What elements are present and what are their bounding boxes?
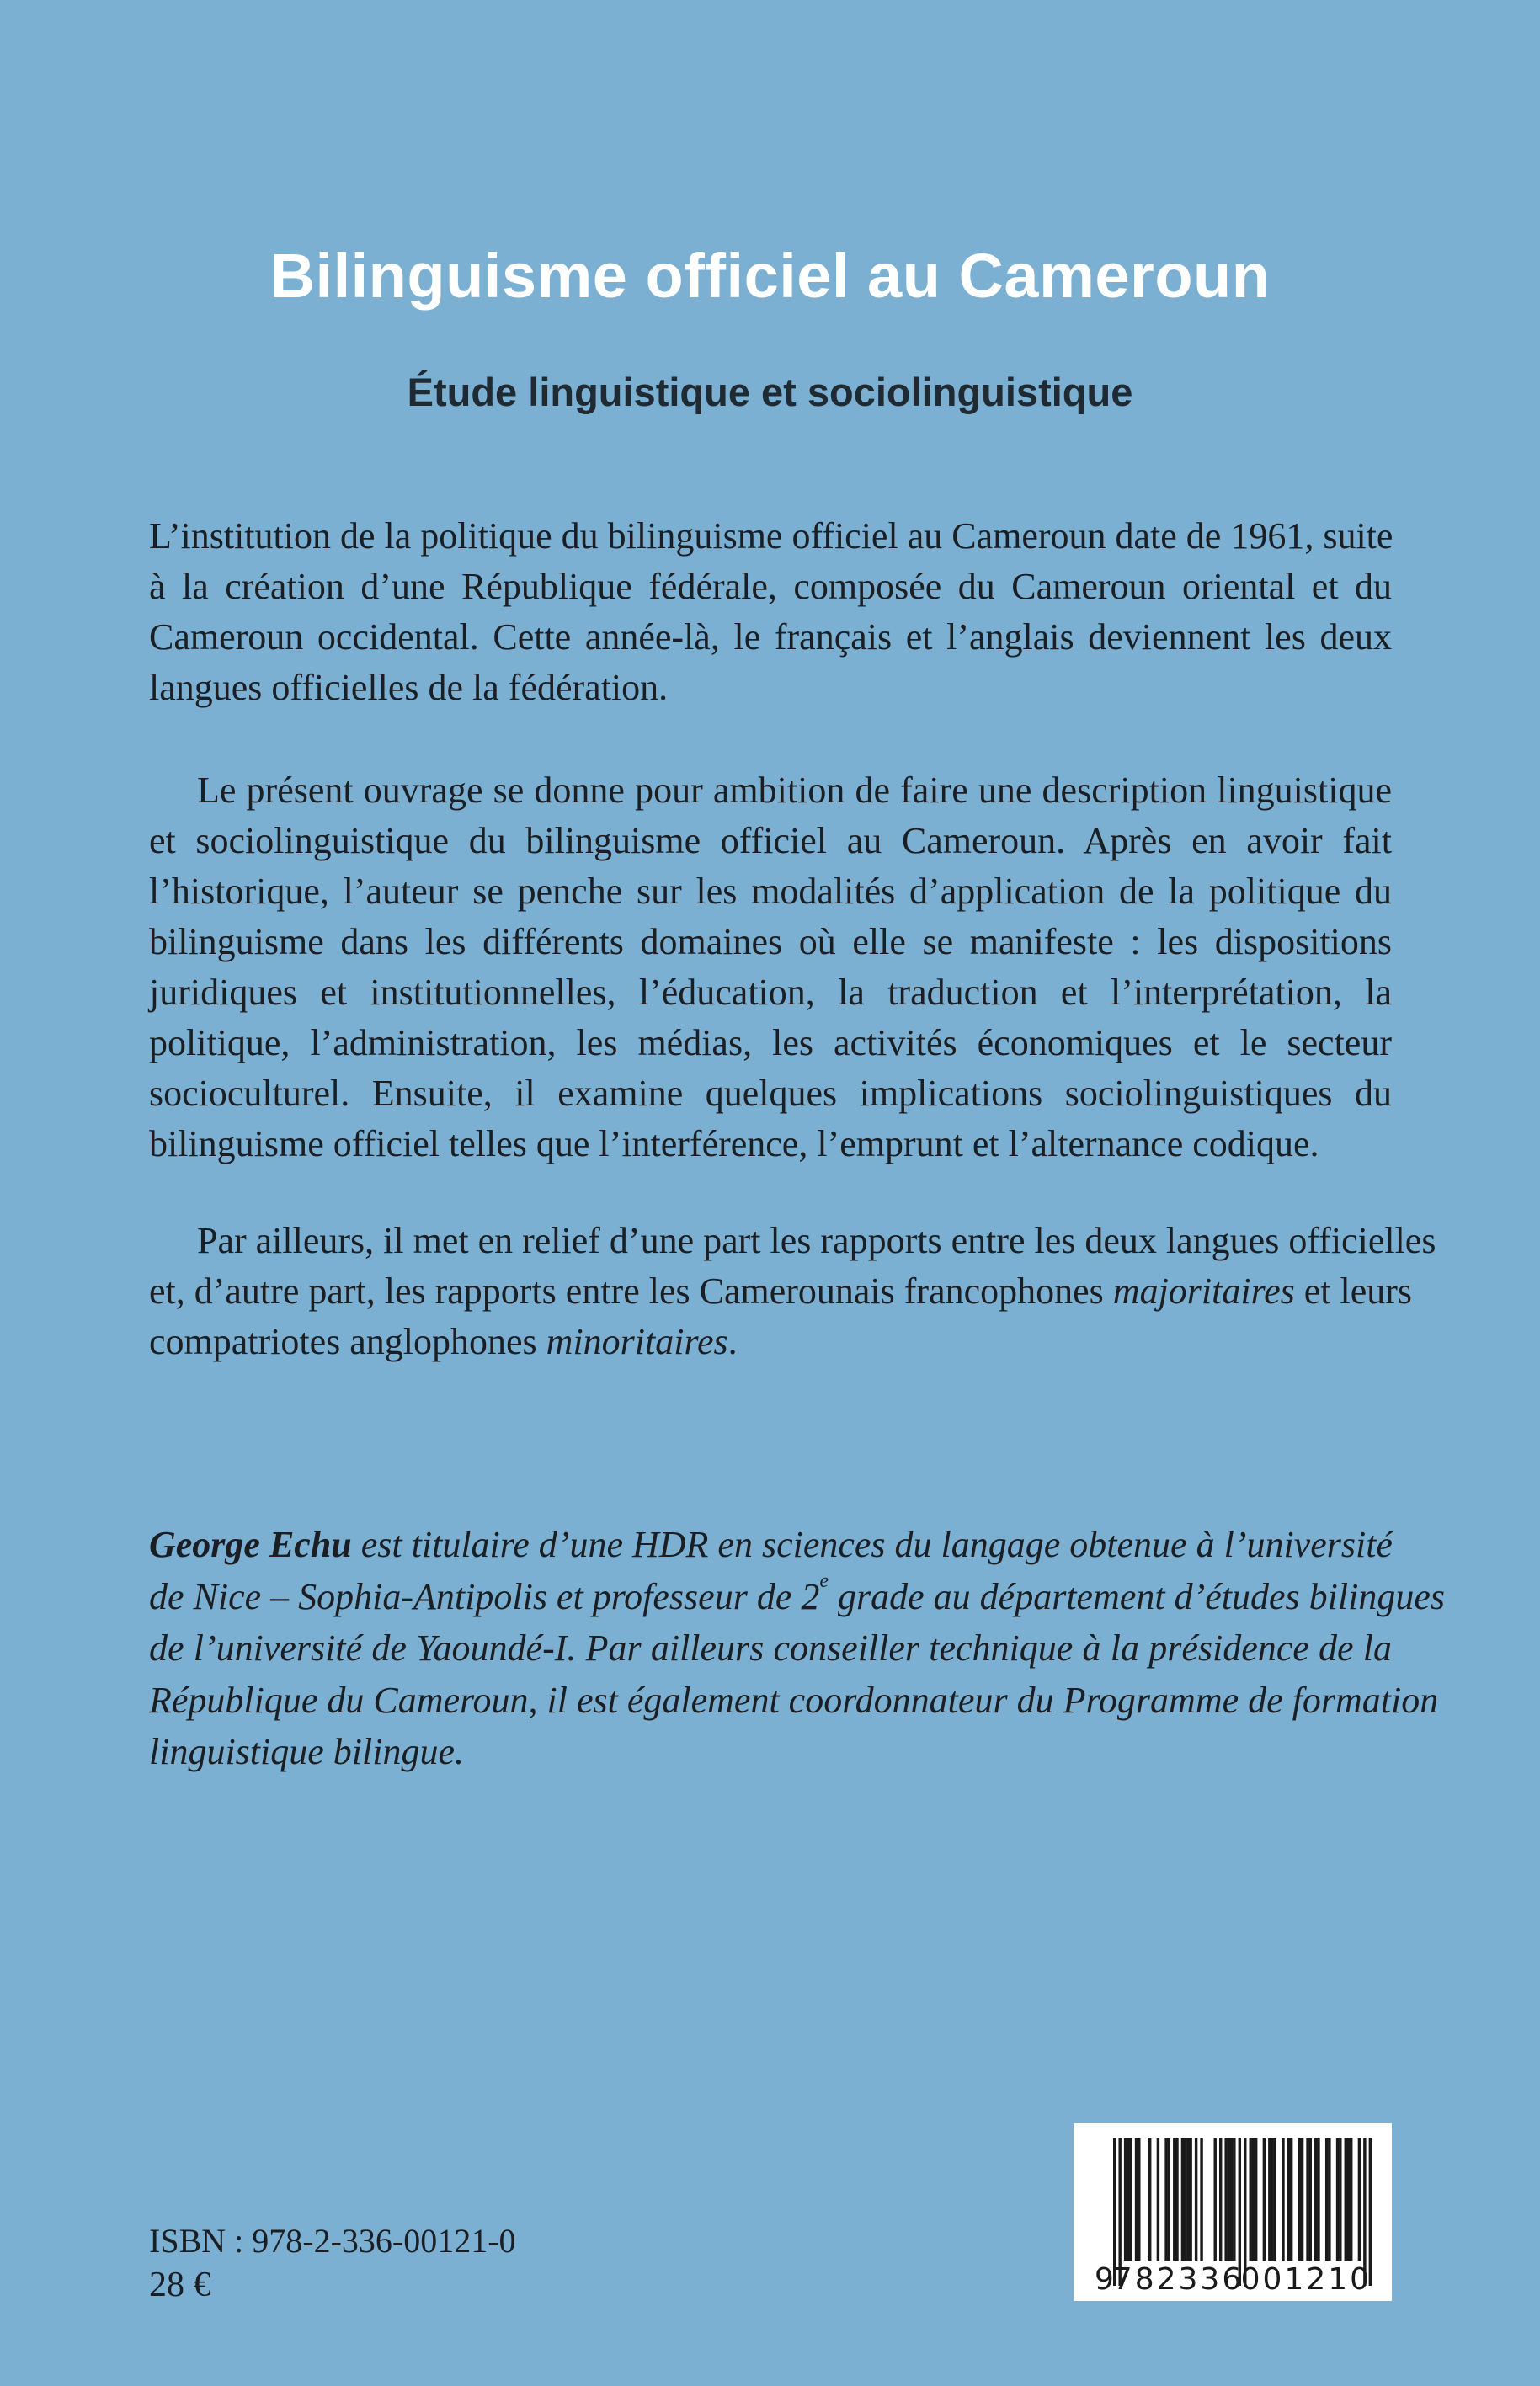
text-segment: et sociolinguistique du bilinguisme officiel au Cameroun. Après en avoir fait bbox=[149, 820, 1392, 861]
emphasis: minoritaires bbox=[546, 1321, 728, 1362]
barcode-bar bbox=[1306, 2138, 1308, 2261]
text-segment: bilinguisme officiel telles que l’interférence, l’emprunt et l’alternance codique. bbox=[149, 1123, 1319, 1164]
text-segment: e bbox=[819, 1569, 829, 1592]
text-segment: socioculturel. Ensuite, il examine quelques implications sociolinguistiques du bbox=[149, 1073, 1392, 1114]
barcode-digits: 9 bbox=[1095, 2262, 1116, 2297]
text-line bbox=[149, 1675, 1439, 1727]
barcode-bar bbox=[1301, 2138, 1303, 2261]
text-line bbox=[149, 1068, 1392, 1119]
summary-paragraph-2 bbox=[149, 765, 1392, 1169]
barcode-bar bbox=[1233, 2138, 1235, 2261]
barcode-digits: 001210 bbox=[1240, 2262, 1372, 2297]
text-segment: politique, l’administration, les médias, les activités économiques et le secteur bbox=[149, 1022, 1392, 1063]
barcode-bar bbox=[1336, 2138, 1339, 2261]
book-subtitle: Étude linguistique et sociolinguistique bbox=[407, 370, 1133, 414]
text-line bbox=[149, 1018, 1392, 1068]
text-line bbox=[149, 612, 1392, 663]
barcode-bar bbox=[1175, 2138, 1178, 2261]
text-segment: Par ailleurs, il met en relief d’une part les rapports entre les deux langues officielles bbox=[197, 1220, 1436, 1261]
barcode-digits: 782336 bbox=[1112, 2262, 1244, 2297]
text-segment: . bbox=[727, 1321, 738, 1362]
text-segment: de l’université de Yaoundé-I. Par ailleurs conseiller technique à la présidence de la bbox=[149, 1627, 1392, 1669]
barcode-bar bbox=[1250, 2138, 1252, 2261]
barcode-bar bbox=[1298, 2138, 1301, 2261]
barcode-bar bbox=[1274, 2138, 1276, 2261]
barcode-bar bbox=[1263, 2138, 1266, 2261]
text-segment: linguistique bilingue. bbox=[149, 1731, 464, 1772]
barcode-bar bbox=[1282, 2138, 1284, 2261]
barcode-bar bbox=[1328, 2138, 1330, 2261]
barcode-bar bbox=[1325, 2138, 1328, 2261]
barcode-bar bbox=[1148, 2138, 1151, 2261]
barcode-bar bbox=[1129, 2138, 1132, 2261]
text-line bbox=[149, 1622, 1392, 1675]
barcode-bar bbox=[1350, 2138, 1352, 2261]
text-segment: grade au département d’études bilingues bbox=[829, 1575, 1446, 1617]
emphasis: majoritaires bbox=[1112, 1270, 1295, 1312]
text-line bbox=[149, 1519, 1392, 1571]
barcode-bar bbox=[1135, 2138, 1138, 2261]
barcode-bar bbox=[1230, 2138, 1233, 2261]
text-segment: Le présent ouvrage se donne pour ambition de faire une description linguistique bbox=[197, 770, 1392, 811]
book-title: Bilinguisme officiel au Cameroun bbox=[269, 241, 1271, 311]
text-line bbox=[149, 1569, 1446, 1623]
text-segment: est titulaire d’une HDR en sciences du langage obtenue à l’université bbox=[351, 1524, 1393, 1565]
barcode-bar bbox=[1228, 2138, 1230, 2261]
text-segment: de Nice – Sophia-Antipolis et professeur de 2 bbox=[149, 1575, 820, 1617]
text-segment: L’institution de la politique du bilinguisme officiel au Cameroun date de 1961, suite bbox=[149, 515, 1393, 557]
text-segment: République du Cameroun, il est également coordonnateur du Programme de formation bbox=[149, 1679, 1439, 1721]
author-name: George Echu bbox=[149, 1524, 352, 1565]
text-segment: l’historique, l’auteur se penche sur les modalités d’application de la politique du bbox=[149, 871, 1392, 912]
text-line bbox=[149, 1266, 1413, 1317]
text-segment: et, d’autre part, les rapports entre les Camerounais francophones bbox=[149, 1270, 1113, 1312]
barcode-bar bbox=[1287, 2138, 1290, 2261]
barcode-bars bbox=[1074, 2123, 1392, 2301]
barcode-bar bbox=[1314, 2138, 1317, 2261]
barcode-bar bbox=[1252, 2138, 1255, 2261]
barcode-bar bbox=[1168, 2138, 1170, 2261]
text-line bbox=[149, 917, 1392, 967]
barcode-bar bbox=[1345, 2138, 1347, 2261]
text-line bbox=[149, 765, 1392, 816]
text-line bbox=[149, 1119, 1392, 1169]
text-segment: Cameroun occidental. Cette année-là, le français et l’anglais deviennent les deux bbox=[149, 616, 1392, 658]
barcode-bar bbox=[1358, 2138, 1361, 2261]
text-segment: à la création d’une République fédérale, composée du Cameroun oriental et du bbox=[149, 566, 1392, 607]
summary-paragraph-1 bbox=[149, 511, 1392, 713]
text-line bbox=[149, 511, 1392, 562]
text-line bbox=[149, 1317, 1392, 1367]
text-line bbox=[149, 816, 1392, 866]
text-segment: et leurs bbox=[1294, 1270, 1413, 1312]
barcode-bar bbox=[1157, 2138, 1159, 2261]
barcode-bar bbox=[1271, 2138, 1273, 2261]
barcode-bar bbox=[1309, 2138, 1312, 2261]
barcode-bar bbox=[1268, 2138, 1271, 2261]
text-segment: langues officielles de la fédération. bbox=[149, 667, 669, 708]
barcode-bar bbox=[1124, 2138, 1127, 2261]
barcode-bar bbox=[1195, 2138, 1197, 2261]
text-line bbox=[149, 663, 1392, 713]
isbn: ISBN : 978-2-336-00121-0 bbox=[149, 2222, 516, 2260]
barcode-bar bbox=[1200, 2138, 1202, 2261]
barcode-bar bbox=[1189, 2138, 1191, 2261]
text-line bbox=[149, 1726, 1392, 1778]
barcode-bar bbox=[1317, 2138, 1319, 2261]
barcode-bar bbox=[1127, 2138, 1129, 2261]
author-bio bbox=[149, 1519, 1446, 1778]
text-line bbox=[149, 967, 1392, 1018]
barcode-bar bbox=[1164, 2138, 1167, 2261]
text-line bbox=[149, 1216, 1436, 1266]
price: 28 € bbox=[149, 2266, 211, 2304]
summary-paragraph-3 bbox=[149, 1216, 1436, 1367]
barcode-bar bbox=[1347, 2138, 1350, 2261]
barcode-bar bbox=[1184, 2138, 1186, 2261]
barcode-bar bbox=[1186, 2138, 1189, 2261]
text-segment: juridiques et institutionnelles, l’éducation, la traduction et l’interprétation, la bbox=[149, 972, 1392, 1013]
text-segment: compatriotes anglophones bbox=[149, 1321, 546, 1362]
barcode-bar bbox=[1219, 2138, 1222, 2261]
barcode-bar bbox=[1214, 2138, 1217, 2261]
barcode-bar bbox=[1255, 2138, 1257, 2261]
barcode-bar bbox=[1339, 2138, 1341, 2261]
barcode-bar bbox=[1224, 2138, 1227, 2261]
barcode bbox=[1074, 2123, 1392, 2301]
barcode-bar bbox=[1290, 2138, 1292, 2261]
barcode-bar bbox=[1181, 2138, 1184, 2261]
barcode-bar bbox=[1138, 2138, 1140, 2261]
text-line bbox=[149, 562, 1392, 612]
text-segment: bilinguisme dans les différents domaines où elle se manifeste : les dispositions bbox=[149, 921, 1392, 962]
barcode-bar bbox=[1173, 2138, 1175, 2261]
text-line bbox=[149, 866, 1392, 917]
